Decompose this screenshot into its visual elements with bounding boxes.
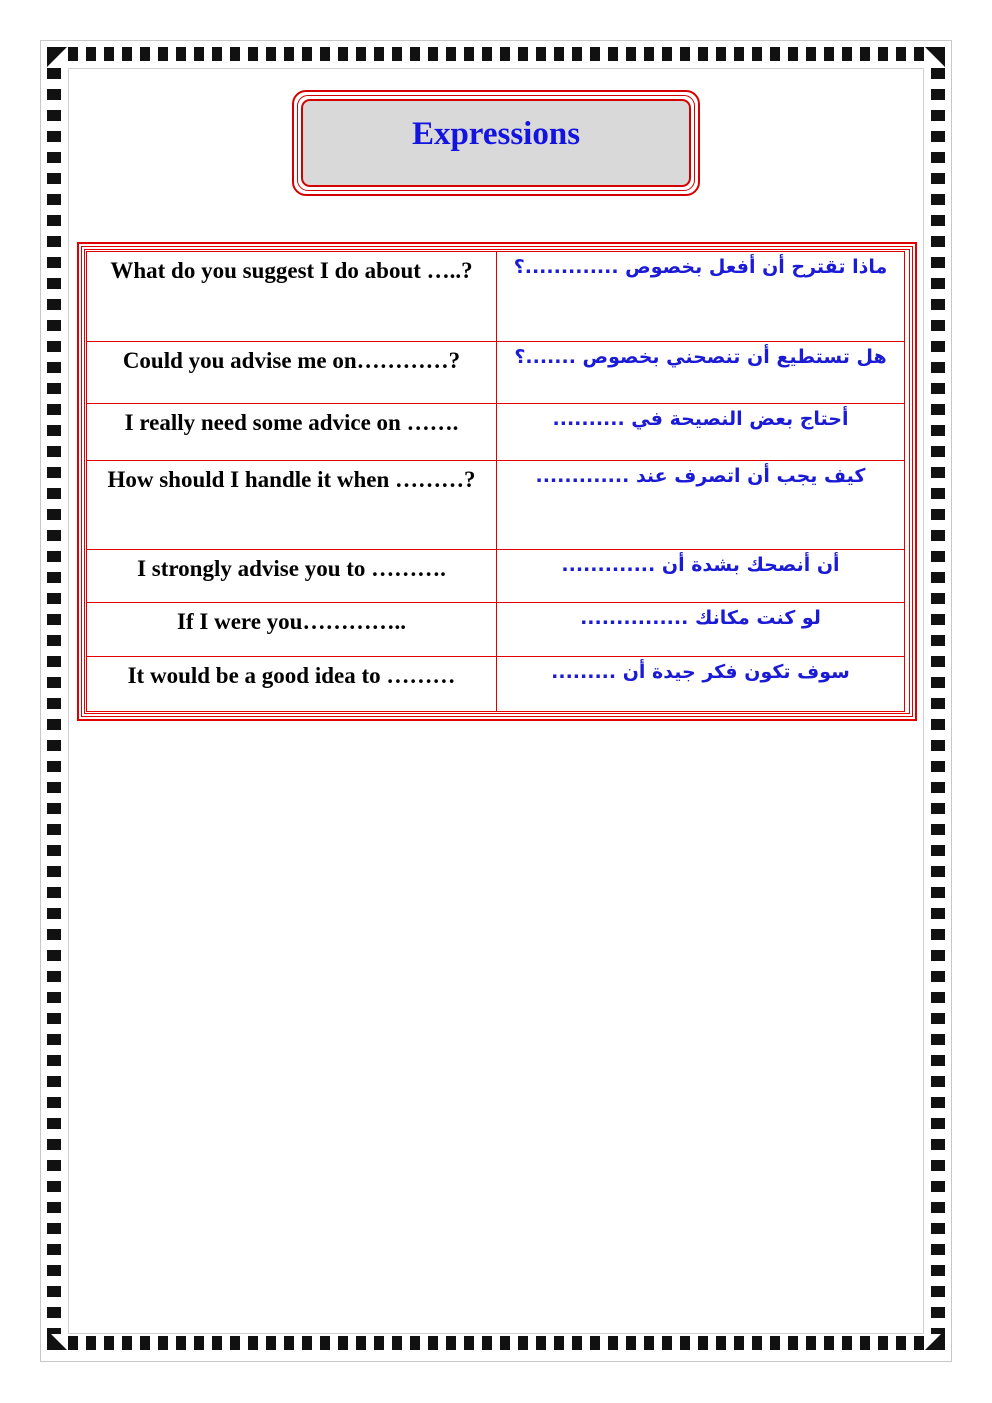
arabic-translation: كيف يجب أن اتصرف عند ............. (497, 461, 905, 550)
table-row (87, 404, 905, 461)
arabic-translation: أن أنصحك بشدة أن ............. (497, 550, 905, 603)
decorative-border-bottom (68, 1336, 924, 1350)
table-row (87, 252, 905, 342)
arabic-translation: هل تستطيع أن تنصحني بخصوص .......؟ (497, 342, 905, 404)
english-expression: How should I handle it when ………? (87, 461, 497, 550)
arabic-translation: لو كنت مكانك ............... (497, 603, 905, 657)
decorative-border-left (47, 68, 61, 1334)
english-expression: I really need some advice on ……. (87, 404, 497, 461)
arabic-translation: سوف تكون فكر جيدة أن ......... (497, 657, 905, 712)
expressions-table (86, 251, 905, 712)
english-expression: What do you suggest I do about …..? (87, 252, 497, 342)
decorative-border-right (931, 68, 945, 1334)
title-box (292, 90, 700, 196)
table-row (87, 603, 905, 657)
english-expression: It would be a good idea to ……… (87, 657, 497, 712)
english-expression: Could you advise me on…………? (87, 342, 497, 404)
english-expression: If I were you………….. (87, 603, 497, 657)
arabic-translation: ماذا تقترح أن أفعل بخصوص .............؟ (497, 252, 905, 342)
table-row (87, 657, 905, 712)
table-row (87, 550, 905, 603)
english-expression: I strongly advise you to ………. (87, 550, 497, 603)
table-row (87, 461, 905, 550)
table-row (87, 342, 905, 404)
page-title: Expressions (411, 116, 581, 152)
decorative-border-top (68, 47, 924, 61)
arabic-translation: أحتاج بعض النصيحة في .......... (497, 404, 905, 461)
